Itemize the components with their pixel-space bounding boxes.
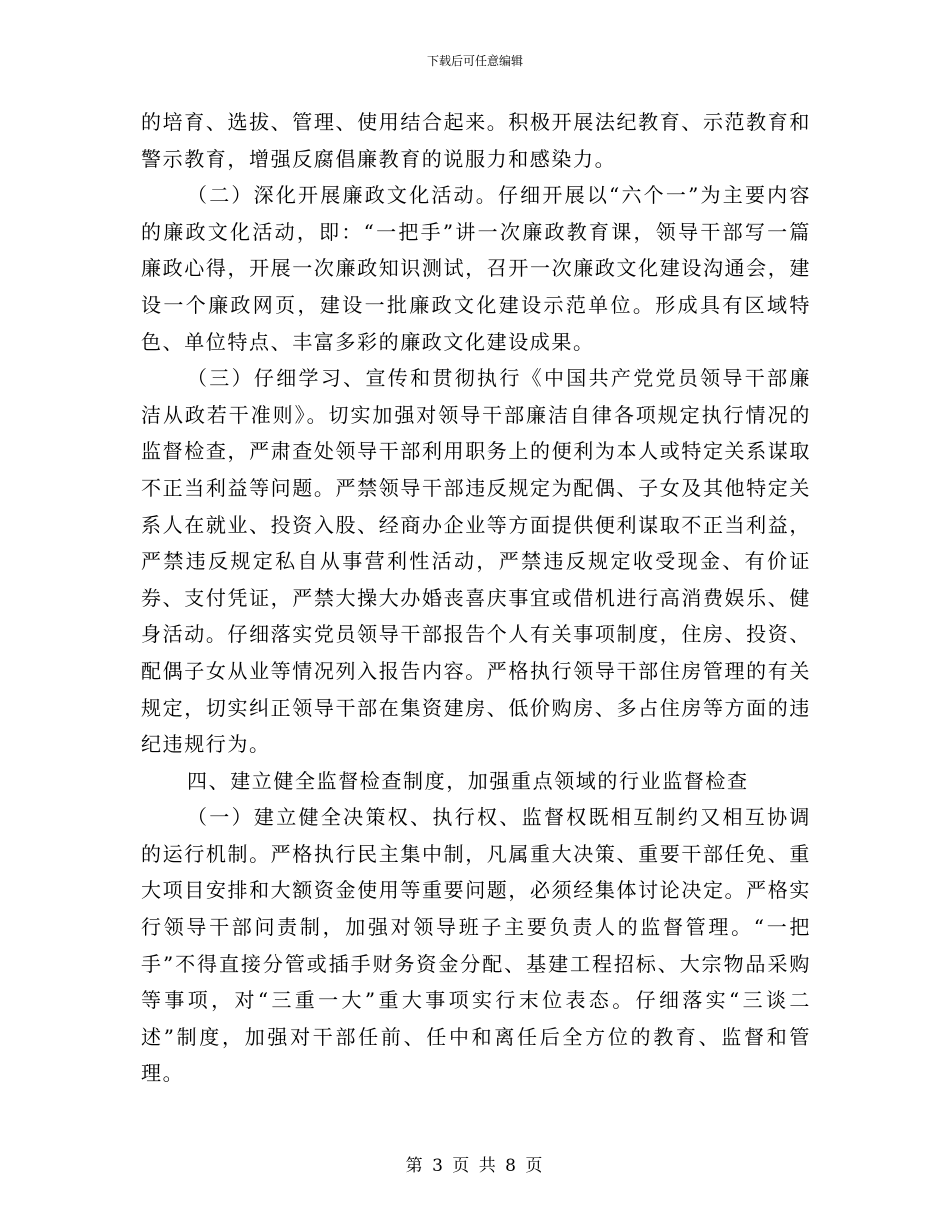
- paragraph-continuation: 的培育、选拔、管理、使用结合起来。积极开展法纪教育、示范教育和警示教育，增强反腐倡廉教育的说服力和感染力。: [141, 110, 811, 171]
- section-heading-4: 四、建立健全监督检查制度，加强重点领域的行业监督检查: [187, 768, 749, 793]
- paragraph-section-4-1: （一）建立健全决策权、执行权、监督权既相互制约又相互协调的运行机制。严格执行民主集中制，凡属重大决策、重要干部任免、重大项目安排和大额资金使用等重要问题，必须经集体讨论决定。严格实行领导干部问责制，加强对领导班子主要负责人的监督管理。“一把手”不得直接分管或插手财务资金分配、基建工程招标、大宗物品采购等事项，对“三重一大”重大事项实行末位表态。仔细落实“三谈二述”制度，加强对干部任前、任中和离任后全方位的教育、监督和管理。: [141, 805, 811, 1086]
- paragraph-section-3: （三）仔细学习、宣传和贯彻执行《中国共产党党员领导干部廉洁从政若干准则》。切实加强对领导干部廉洁自律各项规定执行情况的监督检查，严肃查处领导干部利用职务上的便利为本人或特定关系谋取不正当利益等问题。严禁领导干部违反规定为配偶、子女及其他特定关系人在就业、投资入股、经商办企业等方面提供便利谋取不正当利益，严禁违反规定私自从事营利性活动，严禁违反规定收受现金、有价证券、支付凭证，严禁大操大办婚丧喜庆事宜或借机进行高消费娱乐、健身活动。仔细落实党员领导干部报告个人有关事项制度，住房、投资、配偶子女从业等情况列入报告内容。严格执行领导干部住房管理的有关规定，切实纠正领导干部在集资建房、低价购房、多占住房等方面的违纪违规行为。: [141, 366, 811, 757]
- paragraph-section-2: （二）深化开展廉政文化活动。仔细开展以“六个一”为主要内容的廉政文化活动，即：“一把手”讲一次廉政教育课，领导干部写一篇廉政心得，开展一次廉政知识测试，召开一次廉政文化建设沟通会，建设一个廉政网页，建设一批廉政文化建设示范单位。形成具有区域特色、单位特点、丰富多彩的廉政文化建设成果。: [141, 183, 811, 354]
- page-footer: 第 3 页 共 8 页: [405, 1156, 545, 1176]
- page-header: 下载后可任意编辑: [426, 54, 523, 68]
- document-body: [141, 104, 811, 1092]
